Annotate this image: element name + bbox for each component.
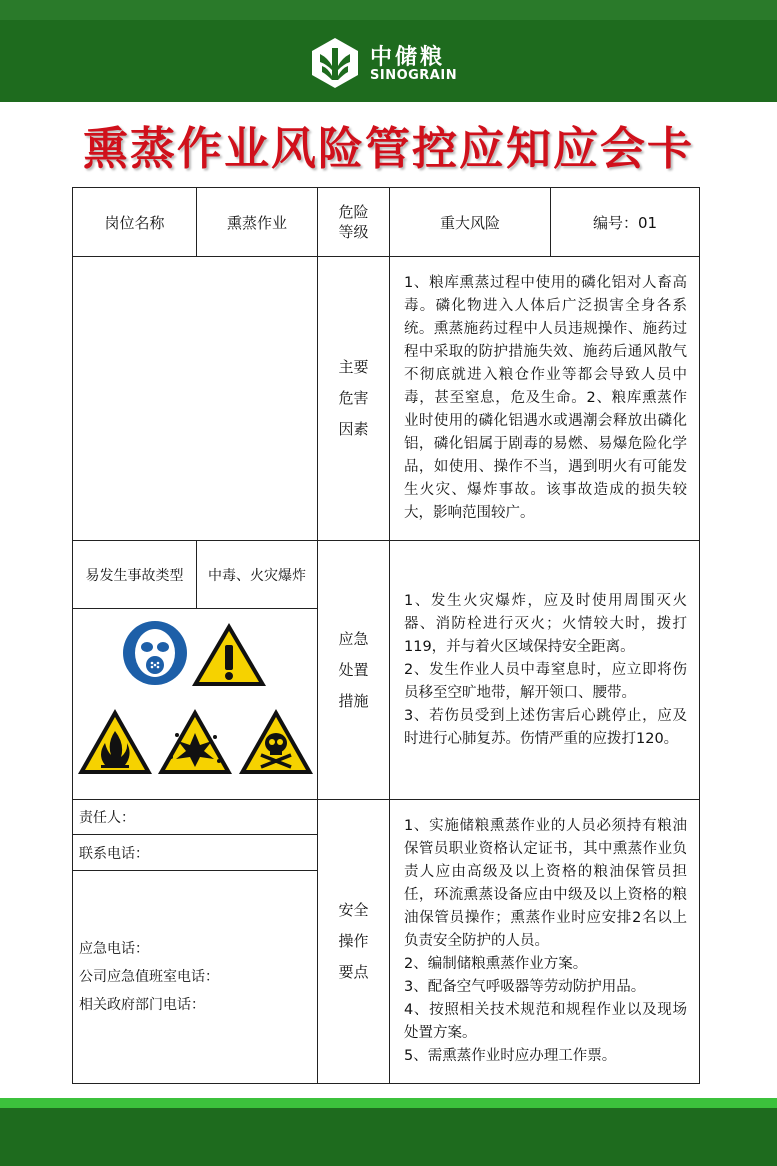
safety-icons-group <box>73 609 318 799</box>
sinograin-logo-icon <box>308 36 362 90</box>
warning-exclamation-icon <box>192 623 266 686</box>
emergency-item: 3、若伤员受到上述伤害后心跳停止，应及时进行心肺复苏。伤情严重的应拨打120。 <box>404 707 687 747</box>
safety-point-item: 2、编制储粮熏蒸作业方案。 <box>404 956 588 972</box>
emergency-label-char: 处置 <box>338 660 369 679</box>
risk-level-value: 重大风险 <box>390 188 551 257</box>
emergency-item: 1、发生火灾爆炸，应及时使用周围灭火器、消防栓进行灭火；火情较大时，拨打119，并与着火区域保持安全距离。 <box>404 592 687 655</box>
safety-points-label-char: 安全 <box>338 901 369 919</box>
header-band <box>0 0 777 102</box>
hazards-row <box>73 257 700 541</box>
header-stripe <box>0 0 777 20</box>
header-row <box>73 188 700 257</box>
safety-icons-cell <box>73 609 318 800</box>
emergency-item: 2、发生作业人员中毒窒息时，应立即将伤员移至空旷地带，解开领口、腰带。 <box>404 661 687 701</box>
emergency-label-char: 应急 <box>338 629 369 648</box>
gov-department-phone: 相关政府部门电话： <box>79 997 205 1013</box>
responsible-person: 责任人： <box>73 800 318 835</box>
toxic-skull-icon <box>239 709 313 774</box>
safety-point-item: 5、需熏蒸作业时应办理工作票。 <box>404 1048 617 1064</box>
emergency-phone: 应急电话： <box>79 941 149 957</box>
post-value: 熏蒸作业 <box>197 188 318 257</box>
brand-name-cn: 中储粮 <box>370 45 446 70</box>
emergency-contacts <box>73 871 318 1084</box>
hazards-label <box>318 257 390 541</box>
risk-card-table <box>72 187 700 1084</box>
emergency-label <box>318 541 390 800</box>
emergency-measures <box>390 541 700 800</box>
sinograin-logo <box>308 36 468 90</box>
accident-type-label: 易发生事故类型 <box>73 541 197 609</box>
safety-points <box>390 800 700 1084</box>
footer-band <box>0 1098 777 1166</box>
company-duty-phone: 公司应急值班室电话： <box>79 969 219 985</box>
contact-phone: 联系电话： <box>73 835 318 871</box>
safety-point-item: 4、按照相关技术规范和规程作业以及现场处置方案。 <box>404 1002 687 1041</box>
footer-stripe <box>0 1098 777 1108</box>
risk-level-label <box>318 188 390 257</box>
hazards-label-char: 主要 <box>338 358 369 376</box>
card-code: 编号：01 <box>551 188 700 257</box>
accident-type-value: 中毒、火灾爆炸 <box>197 541 318 609</box>
hazards-label-char: 因素 <box>338 420 369 438</box>
responsible-row <box>73 800 700 835</box>
brand-name-en: SINOGRAIN <box>370 68 458 83</box>
gas-mask-icon <box>123 621 187 685</box>
page-title: 熏蒸作业风险管控应知应会卡 <box>82 122 694 175</box>
safety-point-item: 3、配备空气呼吸器等劳动防护用品。 <box>404 979 646 995</box>
hazards-text: 1、粮库熏蒸过程中使用的磷化铝对人畜高毒。磷化物进入人体后广泛损害全身各系统。熏蒸施药过程中人员违规操作、施药过程中采取的防护措施失效、施药后通风散气不彻底就进入粮仓作业等都会导致人员中毒，甚至窒息，危及生命。2、粮库熏蒸作业时使用的磷化铝遇水或遇潮会释放出磷化铝，磷化铝属于剧毒的易燃、易爆危险化学品，如使用、操作不当，遇到明火有可能发生火灾、爆炸事故。该事故造成的损失较大，影响范围较广。 <box>390 257 700 541</box>
risk-level-label-line1: 危险 <box>338 203 369 221</box>
emergency-label-char: 措施 <box>338 691 369 710</box>
safety-point-item: 1、实施储粮熏蒸作业的人员必须持有粮油保管员职业资格认定证书，其中熏蒸作业负责人应由高级及以上资格的粮油保管员担任，环流熏蒸设备应由中级及以上资格的粮油保管员操作；熏蒸作业时应安排2名以上负责安全防护的人员。 <box>404 818 687 949</box>
flammable-icon <box>78 709 152 774</box>
risk-level-label-line2: 等级 <box>338 223 369 241</box>
explosive-icon <box>158 709 232 774</box>
post-label: 岗位名称 <box>73 188 197 257</box>
hazards-label-char: 危害 <box>338 389 369 407</box>
accident-type-row <box>73 541 700 609</box>
hazards-blank-cell <box>73 257 318 541</box>
safety-points-label <box>318 800 390 1084</box>
safety-points-label-char: 要点 <box>338 963 369 981</box>
safety-points-label-char: 操作 <box>338 932 369 950</box>
